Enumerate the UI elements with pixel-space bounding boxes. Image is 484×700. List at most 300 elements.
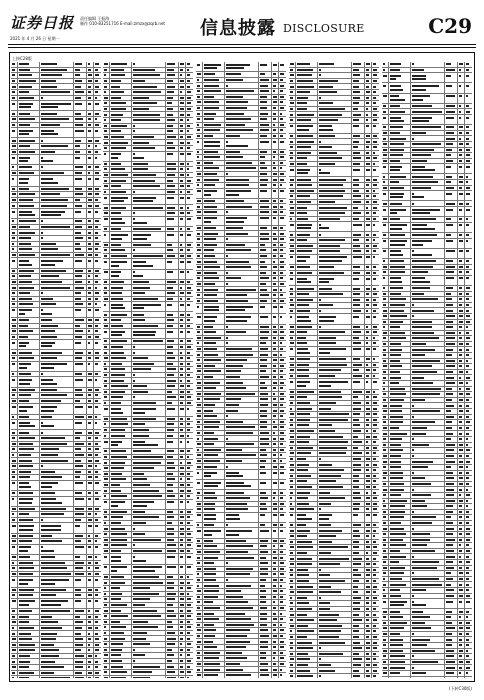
table-cell: [365, 167, 372, 176]
table-cell: [132, 302, 166, 311]
cell-text: [204, 101, 219, 103]
cell-text: [226, 272, 228, 274]
table-cell: [87, 491, 94, 496]
table-cell: [103, 62, 110, 67]
cell-text: [366, 316, 370, 318]
cell-text: [167, 163, 176, 165]
table-cell: [289, 314, 296, 323]
table-cell: [279, 470, 286, 479]
table-cell: [352, 265, 365, 270]
table-cell: [103, 173, 110, 178]
table-cell: [166, 543, 179, 548]
table-cell: [372, 336, 379, 341]
table-cell: [94, 566, 101, 571]
cell-text: [95, 298, 98, 300]
table-cell: [318, 189, 352, 194]
table-cell: [259, 314, 272, 323]
table-cell: [272, 583, 279, 588]
cell-text: [75, 166, 83, 168]
table-cell: [203, 62, 225, 71]
table-cell: [74, 68, 87, 73]
table-cell: [289, 151, 296, 156]
table-cell: [186, 642, 193, 647]
table-cell: [196, 128, 203, 133]
cell-text: [180, 304, 184, 306]
cell-text: [95, 389, 99, 391]
cell-text: [280, 365, 284, 367]
table-cell: [103, 488, 110, 493]
table-cell: [179, 549, 186, 554]
cell-text: [180, 136, 183, 138]
cell-text: [290, 195, 293, 197]
table-cell: [179, 318, 186, 323]
table-cell: [110, 146, 132, 151]
cell-text: [12, 406, 16, 408]
cell-text: [41, 394, 67, 396]
cell-text: [167, 180, 173, 182]
cell-text: [167, 450, 174, 452]
cell-text: [353, 102, 359, 104]
cell-text: [197, 646, 200, 648]
table-cell: [11, 447, 18, 452]
table-cell: [259, 111, 272, 116]
cell-text: [167, 212, 175, 214]
cell-text: [88, 492, 91, 494]
table-cell: [279, 134, 286, 139]
table-cell: [186, 653, 193, 658]
cell-text: [12, 454, 14, 456]
cell-text: [133, 671, 152, 673]
table-cell: [296, 222, 318, 231]
cell-text: [204, 266, 220, 268]
table-cell: [87, 324, 94, 329]
table-cell: [352, 124, 365, 133]
cell-text: [19, 237, 31, 239]
table-cell: [259, 606, 272, 611]
table-cell: [186, 90, 193, 95]
table-cell: [196, 448, 203, 453]
table-cell: [186, 118, 193, 123]
cell-text: [19, 649, 35, 651]
table-cell: [103, 259, 110, 268]
cell-text: [88, 80, 92, 82]
table-cell: [179, 433, 186, 438]
table-cell: [103, 608, 110, 613]
table-cell: [18, 165, 40, 170]
cell-text: [75, 600, 81, 602]
cell-text: [197, 211, 201, 213]
table-cell: [372, 189, 379, 194]
cell-text: [273, 190, 276, 192]
table-cell: [11, 518, 18, 523]
cell-text: [133, 677, 150, 678]
cell-text: [204, 337, 221, 339]
cell-text: [187, 304, 190, 306]
table-cell: [103, 227, 110, 232]
table-cell: [318, 314, 352, 323]
table-cell: [203, 369, 225, 374]
table-cell: [279, 293, 286, 298]
cell-text: [167, 677, 176, 678]
cell-text: [280, 179, 284, 181]
table-cell: [94, 665, 101, 670]
cell-text: [204, 398, 220, 400]
cell-text: [88, 86, 91, 88]
cell-text: [41, 502, 62, 504]
table-cell: [203, 513, 225, 522]
cell-text: [273, 590, 277, 592]
table-row: [11, 155, 101, 165]
table-cell: [74, 534, 87, 539]
table-cell: [179, 259, 186, 268]
table-cell: [103, 625, 110, 630]
cell-text: [88, 292, 91, 294]
table-cell: [186, 68, 193, 73]
cell-text: [273, 454, 276, 456]
cell-text: [180, 63, 184, 65]
table-cell: [225, 523, 259, 528]
cell-text: [187, 287, 191, 289]
table-cell: [272, 111, 279, 116]
table-cell: [372, 62, 379, 67]
cell-text: [95, 199, 98, 201]
cell-text: [167, 610, 174, 612]
cell-text: [373, 266, 376, 268]
cell-text: [297, 224, 312, 226]
cell-text: [353, 63, 361, 65]
cell-text: [297, 348, 308, 350]
table-cell: [272, 336, 279, 341]
cell-text: [226, 652, 242, 654]
cell-text: [111, 244, 121, 246]
table-cell: [179, 129, 186, 134]
table-cell: [186, 270, 193, 279]
table-cell: [87, 615, 94, 620]
cell-text: [187, 528, 190, 530]
table-cell: [289, 336, 296, 341]
cell-text: [260, 283, 266, 285]
cell-text: [104, 576, 108, 578]
table-cell: [103, 390, 110, 395]
cell-text: [273, 233, 276, 235]
table-cell: [186, 356, 193, 361]
table-cell: [372, 167, 379, 176]
table-cell: [179, 466, 186, 471]
table-cell: [272, 550, 279, 555]
table-cell: [18, 62, 40, 67]
cell-text: [366, 91, 370, 93]
cell-text: [111, 346, 123, 348]
cell-text: [204, 557, 218, 559]
table-cell: [203, 561, 225, 566]
cell-text: [319, 74, 321, 76]
cell-text: [104, 287, 107, 289]
cell-text: [167, 621, 172, 623]
table-cell: [225, 254, 259, 259]
table-cell: [11, 308, 18, 317]
cell-text: [273, 249, 277, 251]
table-cell: [179, 140, 186, 145]
cell-text: [204, 454, 218, 456]
table-cell: [279, 271, 286, 276]
table-cell: [365, 156, 372, 161]
table-cell: [179, 449, 186, 454]
table-column-block: [289, 62, 379, 678]
table-cell: [94, 68, 101, 73]
cell-text: [12, 303, 15, 305]
cell-text: [366, 190, 369, 192]
cell-text: [260, 579, 266, 581]
cell-text: [133, 130, 135, 132]
table-cell: [203, 254, 225, 259]
table-cell: [87, 198, 94, 203]
cell-text: [88, 567, 90, 569]
table-cell: [272, 128, 279, 133]
table-cell: [225, 513, 259, 522]
table-cell: [196, 507, 203, 512]
table-cell: [132, 460, 166, 465]
cell-text: [75, 270, 83, 272]
cell-text: [167, 153, 173, 155]
cell-text: [111, 632, 124, 634]
table-cell: [272, 304, 279, 313]
cell-text: [41, 416, 52, 418]
cell-text: [226, 79, 243, 81]
cell-text: [19, 677, 29, 678]
cell-text: [41, 649, 59, 651]
table-cell: [225, 210, 259, 215]
table-cell: [74, 665, 87, 670]
table-cell: [372, 244, 379, 249]
cell-text: [111, 163, 121, 165]
cell-text: [353, 266, 360, 268]
cell-text: [75, 465, 83, 467]
table-cell: [132, 345, 166, 350]
cell-text: [133, 604, 145, 606]
table-cell: [74, 144, 87, 149]
table-cell: [203, 600, 225, 605]
cell-text: [41, 303, 56, 305]
table-cell: [11, 475, 18, 480]
table-cell: [18, 545, 40, 554]
table-cell: [318, 217, 352, 222]
table-cell: [40, 430, 74, 435]
cell-text: [273, 272, 276, 274]
table-cell: [225, 645, 259, 650]
table-cell: [318, 145, 352, 150]
cell-text: [88, 69, 91, 71]
table-cell: [352, 73, 365, 78]
cell-text: [111, 441, 122, 443]
table-row: [11, 377, 101, 387]
table-cell: [318, 156, 352, 161]
table-cell: [166, 483, 179, 488]
table-cell: [203, 259, 225, 264]
table-cell: [372, 330, 379, 335]
table-cell: [18, 101, 40, 110]
cell-text: [353, 86, 359, 88]
table-cell: [18, 274, 40, 279]
cell-text: [75, 193, 83, 195]
cell-text: [319, 218, 340, 220]
table-cell: [279, 287, 286, 292]
cell-text: [187, 610, 191, 612]
cell-text: [88, 275, 90, 277]
table-cell: [225, 634, 259, 639]
cell-text: [111, 660, 122, 662]
cell-text: [180, 638, 183, 640]
table-cell: [103, 217, 110, 226]
cell-text: [75, 342, 81, 344]
cell-text: [373, 91, 376, 93]
cell-text: [133, 484, 150, 486]
cell-text: [95, 562, 98, 564]
cell-text: [167, 501, 174, 503]
cell-text: [88, 379, 92, 381]
table-cell: [110, 285, 132, 290]
table-row: [11, 420, 101, 430]
cell-text: [187, 255, 191, 257]
table-cell: [225, 578, 259, 583]
table-cell: [225, 78, 259, 83]
cell-text: [260, 497, 268, 499]
table-cell: [166, 384, 179, 389]
cell-text: [19, 166, 32, 168]
table-cell: [74, 588, 87, 593]
table-cell: [259, 623, 272, 628]
cell-text: [373, 179, 377, 181]
cell-text: [19, 281, 32, 283]
table-cell: [272, 523, 279, 528]
table-cell: [186, 217, 193, 226]
cell-text: [353, 337, 359, 339]
table-cell: [296, 183, 318, 188]
cell-text: [260, 359, 267, 361]
table-cell: [179, 653, 186, 658]
table-cell: [40, 187, 74, 192]
table-row: [103, 406, 193, 416]
table-row: [103, 439, 193, 449]
cell-text: [204, 173, 217, 175]
cell-text: [319, 316, 336, 318]
cell-text: [104, 153, 106, 155]
cell-text: [19, 379, 32, 381]
cell-text: [95, 342, 98, 344]
cell-text: [19, 437, 35, 439]
cell-text: [95, 220, 99, 222]
cell-text: [19, 363, 31, 365]
table-cell: [40, 192, 74, 197]
cell-text: [373, 218, 376, 220]
table-cell: [279, 442, 286, 447]
table-cell: [296, 271, 318, 276]
table-cell: [40, 90, 74, 95]
cell-text: [95, 130, 98, 132]
cell-text: [111, 462, 125, 464]
table-cell: [186, 280, 193, 285]
cell-text: [12, 188, 15, 190]
table-cell: [318, 292, 352, 297]
table-cell: [18, 599, 40, 608]
table-row: [11, 101, 101, 111]
table-cell: [196, 204, 203, 209]
table-cell: [279, 128, 286, 133]
table-cell: [103, 676, 110, 679]
table-cell: [103, 90, 110, 95]
table-cell: [18, 84, 40, 89]
cell-text: [297, 304, 309, 306]
table-cell: [296, 90, 318, 95]
cell-text: [133, 142, 149, 144]
cell-text: [41, 677, 70, 678]
cell-text: [260, 432, 269, 434]
table-cell: [40, 150, 74, 155]
cell-text: [226, 316, 251, 318]
table-cell: [352, 62, 365, 67]
cell-text: [19, 91, 29, 93]
cell-text: [319, 172, 330, 174]
cell-text: [104, 671, 107, 673]
cell-text: [280, 206, 283, 208]
cell-text: [260, 573, 268, 575]
table-cell: [279, 237, 286, 242]
cell-text: [133, 570, 155, 572]
cell-text: [290, 337, 293, 339]
table-cell: [11, 150, 18, 155]
cell-text: [204, 64, 221, 66]
table-cell: [259, 336, 272, 341]
table-cell: [279, 656, 286, 661]
table-row: [289, 167, 379, 177]
cell-text: [204, 449, 221, 451]
table-cell: [296, 156, 318, 161]
table-cell: [110, 312, 132, 317]
cell-text: [204, 354, 218, 356]
cell-text: [273, 255, 276, 257]
table-cell: [132, 466, 166, 471]
table-cell: [110, 339, 132, 344]
table-row: [103, 270, 193, 280]
cell-text: [353, 207, 358, 209]
table-cell: [94, 534, 101, 539]
cell-text: [226, 466, 228, 468]
table-cell: [259, 662, 272, 667]
cell-text: [12, 525, 16, 527]
cell-text: [111, 533, 127, 535]
cell-text: [111, 516, 123, 518]
table-cell: [11, 192, 18, 197]
table-cell: [259, 282, 272, 287]
table-cell: [18, 285, 40, 290]
cell-text: [88, 319, 92, 321]
table-cell: [179, 603, 186, 608]
cell-text: [366, 331, 369, 333]
table-cell: [179, 280, 186, 285]
table-cell: [365, 336, 372, 341]
table-cell: [74, 187, 87, 192]
cell-text: [12, 69, 15, 71]
table-cell: [186, 395, 193, 400]
cell-text: [226, 454, 256, 456]
cell-text: [197, 551, 201, 553]
cell-text: [319, 281, 329, 283]
cell-text: [280, 316, 282, 318]
cell-text: [19, 113, 30, 115]
table-cell: [196, 386, 203, 391]
table-cell: [365, 232, 372, 237]
cell-text: [290, 342, 294, 344]
cell-text: [180, 191, 182, 193]
